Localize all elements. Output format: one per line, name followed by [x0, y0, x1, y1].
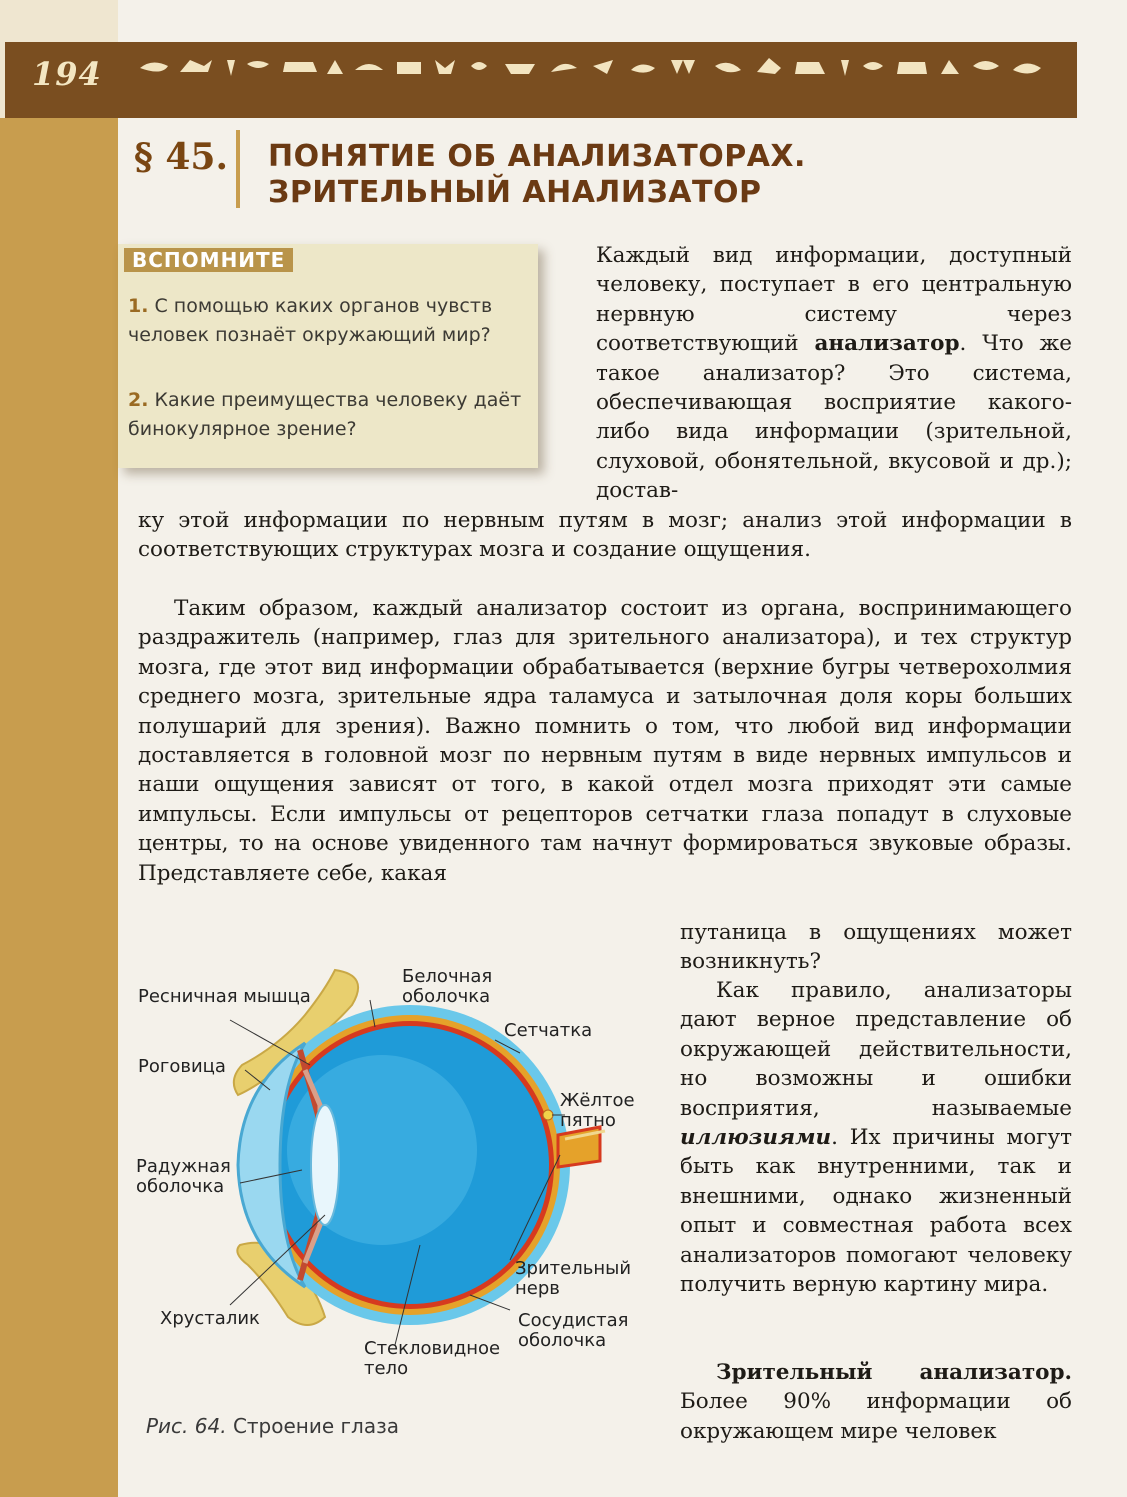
- paragraph-3-text-cont: . Их причины могут быть как внутренними, так и внешними, однако жизненный опыт и совместная работа всех анализаторов помогают человеку получить верную картину мира.: [680, 1125, 1072, 1298]
- recall-question-2: [128, 386, 528, 444]
- label-lens: Хрусталик: [160, 1308, 260, 1329]
- paragraph-1-text-cont: . Что же такое анализатор? Это система, обеспечивающая восприятие какого-либо вида информации (зрительной, слуховой, обонятельной, вкусовой и др.); достав-: [596, 331, 1072, 504]
- term-analyzer: анализатор: [814, 331, 960, 357]
- label-retina: Сетчатка: [504, 1020, 593, 1041]
- lens: [311, 1105, 339, 1225]
- recall-question-1: [128, 292, 528, 350]
- term-illusions: иллюзиями: [680, 1125, 832, 1151]
- paragraph-3-text: Как правило, анализаторы дают верное представление об окружающей действительности, но возможны и ошибки восприятия, называемые: [680, 978, 1072, 1121]
- label-sclera: Белочная оболочка: [402, 966, 493, 1007]
- animal-silhouettes-ornament: [135, 52, 1045, 82]
- label-optic-nerve: Зрительный нерв: [515, 1258, 632, 1299]
- paragraph-1-text: Каждый вид информации, доступный человеку, поступает в его центральную нервную систему через соответствующий: [596, 243, 1072, 357]
- recall-box: [118, 244, 538, 468]
- section-title-line1: ПОНЯТИЕ ОБ АНАЛИЗАТОРАХ.: [268, 139, 806, 174]
- recall-question-2-text: Какие преимущества человеку даёт бинокулярное зрение?: [128, 389, 522, 440]
- section-title: [268, 139, 806, 211]
- subheading-visual-analyzer: Зрительный анализатор.: [716, 1360, 1072, 1385]
- figure-caption-text: Строение глаза: [232, 1414, 399, 1438]
- paragraph-4-text: Более 90% информации об окружающем мире человек: [680, 1389, 1072, 1444]
- page-number: 194: [32, 55, 102, 93]
- label-ciliary-muscle: Ресничная мышца: [138, 986, 311, 1007]
- label-cornea: Роговица: [138, 1056, 226, 1077]
- label-macula: Жёлтое пятно: [560, 1090, 635, 1131]
- eye-figure: [120, 945, 670, 1379]
- recall-question-1-number: 1.: [128, 295, 149, 317]
- figure-caption: [146, 1414, 399, 1438]
- label-vitreous: Стекловидное тело: [364, 1338, 501, 1379]
- paragraph-2-continuation: путаница в ощущениях может возникнуть?: [680, 920, 1072, 975]
- paragraph-4: [680, 1358, 1072, 1446]
- paragraph-2: Таким образом, каждый анализатор состоит из органа, воспринимающего раздражитель (например, глаз для зрительного анализатора), и тех структур мозга, где этот вид информации обрабатывается (верхние бугры четверохолмия среднего мозга, зрительные ядра таламуса и затылочная доля коры больших полушарий для зрения). Важно помнить о том, что любой вид информации доставляется в головной мозг по нервным путям в виде нервных импульсов и наши ощущения зависят от того, в какой отдел мозга приходят эти самые импульсы. Если импульсы от рецепторов сетчатки глаза попадут в слуховые центры, то на основе увиденного там начнут формироваться звуковые образы. Представляете себе, какая: [138, 596, 1072, 886]
- paragraph-1-continuation: ку этой информации по нервным путям в мозг; анализ этой информации в соответствующих структурах мозга и создание ощущения.: [138, 508, 1072, 563]
- label-choroid: Сосудистая оболочка: [518, 1310, 629, 1351]
- paragraph-3: [680, 976, 1072, 1299]
- yellow-spot: [543, 1110, 553, 1120]
- recall-question-2-number: 2.: [128, 389, 149, 411]
- section-title-line2: ЗРИТЕЛЬНЫЙ АНАЛИЗАТОР: [268, 175, 762, 210]
- page-margin-strip: [0, 0, 118, 1497]
- recall-question-1-text: С помощью каких органов чувств человек познаёт окружающий мир?: [128, 295, 493, 346]
- figure-caption-number: Рис. 64.: [146, 1414, 227, 1438]
- recall-heading: ВСПОМНИТЕ: [124, 248, 293, 272]
- paragraph-1: [596, 241, 1072, 506]
- label-iris: Радужная оболочка: [136, 1156, 231, 1197]
- section-number: § 45.: [134, 136, 228, 178]
